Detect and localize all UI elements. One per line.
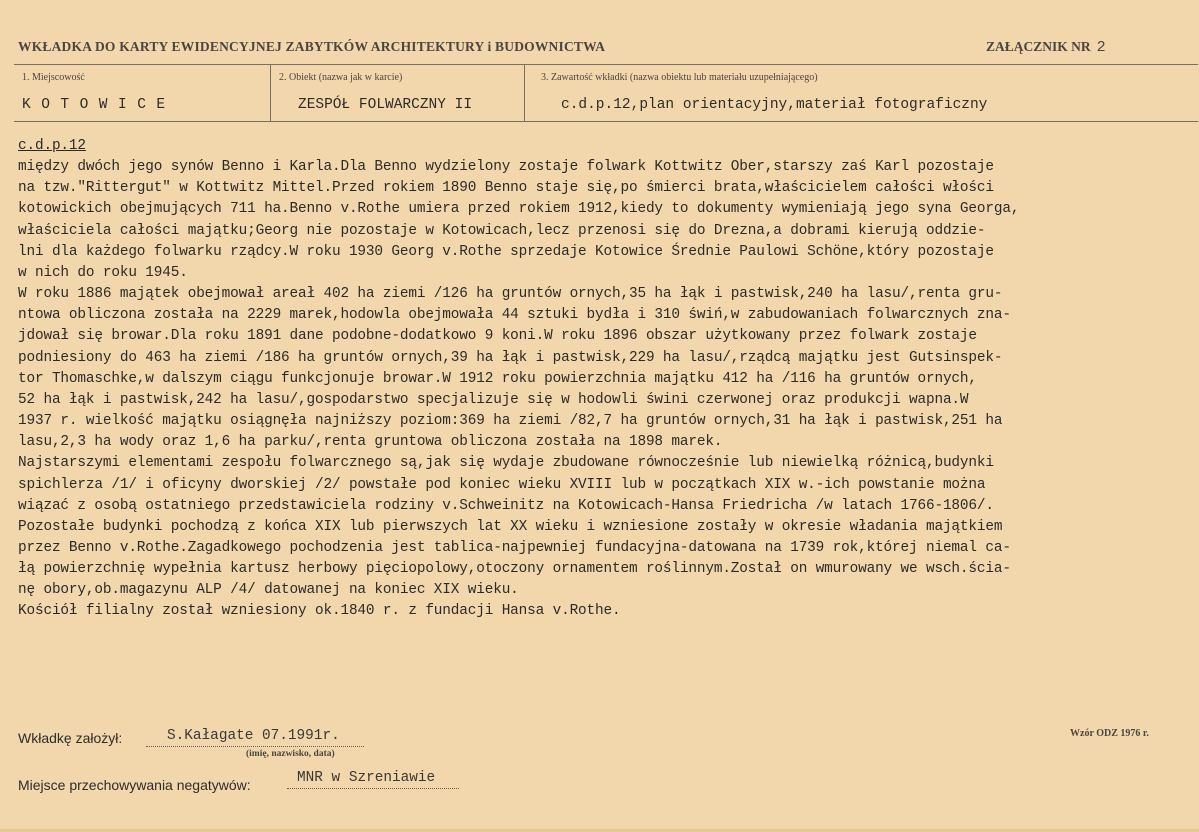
body-line: W roku 1886 majątek obejmował areał 402 ha ziemi /126 ha gruntów ornych,35 ha łąk i pastwisk,240 ha lasu/,renta gru- (18, 286, 1003, 303)
body-line: Pozostałe budynki pochodzą z końca XIX lub pierwszych lat XX wieku i wzniesione zostały w okresie władania majątkiem (18, 518, 1003, 535)
body-line: 52 ha łąk i pastwisk,242 ha lasu/,gospodarstwo specjalizuje się w hodowli świni czerwonej oraz produkcji wapna.W (18, 391, 969, 408)
body-line: 1937 r. wielkość majątku osiągnęła najniższy poziom:369 ha ziemi /82,7 ha gruntów ornych,31 ha łąk i pastwisk,251 ha (18, 413, 1003, 430)
storage-label: Miejsce przechowywania negatywów: (18, 777, 251, 793)
body-line: podniesiony do 463 ha ziemi /186 ha gruntów ornych,39 ha łąk i pastwisk,229 ha lasu/,rządcą majątku jest Gutsinspek- (18, 349, 1003, 366)
body-line: ntowa obliczona została na 2229 marek,hodowla obejmowała 44 sztuki bydła i 310 świń,w zabudowaniach folwarcznych zna- (18, 307, 1011, 324)
storage-dotted-line (287, 788, 459, 789)
object-value: ZESPÓŁ FOLWARCZNY II (298, 97, 473, 113)
body-line: nę obory,ob.magazynu ALP /4/ datowanej na koniec XIX wieku. (18, 582, 519, 599)
body-line: na tzw."Rittergut" w Kottwitz Mittel.Przed rokiem 1890 Benno staje się,po śmierci brata,właścicielem całości włości (18, 180, 994, 197)
body-line: jdował się browar.Dla roku 1891 dane podobne-dodatkowo 9 koni.W roku 1896 obszar użytkowany przez folwark zostaje (18, 328, 977, 345)
annex-number (986, 39, 1106, 56)
body-line: między dwóch jego synów Benno i Karla.Dla Benno wydzielony zostaje folwark Kottwitz Ober,starszy zaś Karl pozostaje (18, 159, 994, 176)
body-line: właściciela całości majątku;Georg nie pozostaje w Kotowicach,lecz przenosi się do Drezna,a dobrami kierują oddzie- (18, 222, 986, 239)
typed-body-text (18, 136, 1194, 623)
body-line: tor Thomaschke,w dalszym ciągu funkcjonuje browar.W 1912 roku powierzchnia majątku 412 ha /116 ha gruntów ornych, (18, 370, 977, 387)
header-divider-top (14, 64, 1198, 65)
annex-label: ZAŁĄCZNIK NR (986, 39, 1091, 54)
body-line: Najstarszymi elementami zespołu folwarcznego są,jak się wydaje zbudowane równocześnie lub niewielką różnicą,budynki (18, 455, 994, 472)
founder-sublabel: (imię, nazwisko, data) (246, 749, 335, 759)
body-line: lni dla każdego folwarku rządcy.W roku 1930 Georg v.Rothe sprzedaje Kotowice Średnie Paulowi Schöne,który pozostaje (18, 243, 994, 260)
founder-value: S.Kałagate 07.1991r. (167, 728, 340, 744)
body-heading: c.d.p.12 (18, 138, 86, 154)
body-line: przez Benno v.Rothe.Zagadkowego pochodzenia jest tablica-najpewniej fundacyjna-datowana na 1739 rok,której niemal ca- (18, 539, 1011, 556)
founder-dotted-line (146, 746, 364, 747)
body-line: kotowickich obejmujących 711 ha.Benno v.Rothe umiera przed rokiem 1912,kiedy to dokumenty wymieniają jego syna Georga, (18, 201, 1020, 218)
body-line: lasu,2,3 ha wody oraz 1,6 ha parku/,renta gruntowa obliczona została na 1898 marek. (18, 434, 723, 451)
annex-number-value: 2 (1096, 39, 1106, 56)
card-title: WKŁADKA DO KARTY EWIDENCYJNEJ ZABYTKÓW ARCHITEKTURY i BUDOWNICTWA (18, 39, 606, 54)
form-model-label: Wzór ODZ 1976 r. (1070, 728, 1149, 739)
header-divider-bottom (14, 121, 1198, 122)
locality-label: 1. Miejscowość (22, 72, 85, 83)
body-line: łą powierzchnię wypełnia kartusz herbowy pięciopolowy,otoczony ornamentem roślinnym.Został on wmurowany we wsch.ścia- (18, 561, 1011, 578)
field-divider-1 (270, 64, 271, 122)
body-line: Kościół filialny został wzniesiony ok.1840 r. z fundacji Hansa v.Rothe. (18, 603, 621, 620)
contents-value: c.d.p.12,plan orientacyjny,materiał fotograficzny (561, 97, 988, 113)
locality-value: KOTOWICE (22, 97, 176, 113)
contents-label: 3. Zawartość wkładki (nazwa obiektu lub materiału uzupełniającego) (541, 72, 818, 83)
storage-value: MNR w Szreniawie (297, 770, 436, 786)
body-line: spichlerza /1/ i oficyny dworskiej /2/ powstałe pod koniec wieku XVIII lub w początkach XIX w.-ich powstanie można (18, 476, 986, 493)
field-divider-2 (524, 64, 525, 122)
object-label: 2. Obiekt (nazwa jak w karcie) (279, 72, 403, 83)
body-line: w nich do roku 1945. (18, 264, 188, 281)
body-line: wiązać z osobą ostatniego przedstawiciela rodziny v.Schweinitz na Kotowicach-Hansa Friedricha /w latach 1766-1806/. (18, 497, 994, 514)
founder-label: Wkładkę założył: (18, 730, 123, 746)
